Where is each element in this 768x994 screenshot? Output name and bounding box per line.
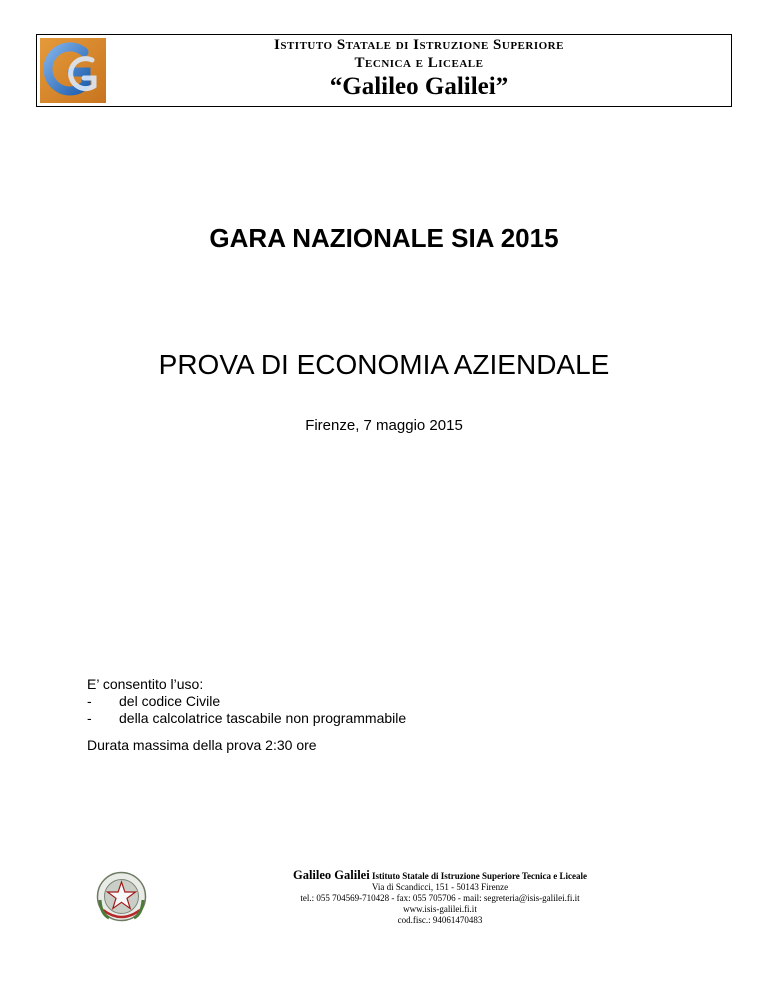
- school-name: “Galileo Galilei”: [329, 73, 509, 100]
- gg-logo-icon: [40, 38, 106, 103]
- institute-line-1: Istituto Statale di Istruzione Superiore: [274, 37, 564, 53]
- allowed-intro: E’ consentito l’uso:: [87, 676, 204, 692]
- allowed-list: [87, 693, 406, 727]
- allowed-materials: [87, 676, 406, 727]
- footer-contacts: tel.: 055 704569-710428 - fax: 055 705706 - mail: segreteria@isis-galilei.fi.it: [300, 893, 580, 903]
- list-item: - della calcolatrice tascabile non programmabile: [87, 710, 406, 727]
- italian-republic-emblem-icon: [95, 870, 148, 923]
- institute-line-2: Tecnica e Liceale: [354, 55, 484, 71]
- footer-institute: Istituto Statale di Istruzione Superiore Tecnica e Liceale: [371, 871, 588, 881]
- exam-date: Firenze, 7 maggio 2015: [305, 417, 463, 434]
- footer-school-name: Galileo Galilei: [292, 868, 370, 882]
- footer-website[interactable]: www.isis-galilei.fi.it: [403, 904, 477, 914]
- school-header: [36, 34, 732, 107]
- footer-address: Via di Scandicci, 151 - 50143 Firenze: [371, 882, 509, 892]
- footer-tax-code: cod.fisc.: 94061470483: [397, 915, 483, 925]
- school-footer: [270, 870, 610, 926]
- exam-duration: Durata massima della prova 2:30 ore: [87, 737, 317, 753]
- page-title: GARA NAZIONALE SIA 2015: [209, 223, 559, 253]
- list-item: - del codice Civile: [87, 693, 406, 710]
- exam-subtitle: PROVA DI ECONOMIA AZIENDALE: [158, 349, 610, 380]
